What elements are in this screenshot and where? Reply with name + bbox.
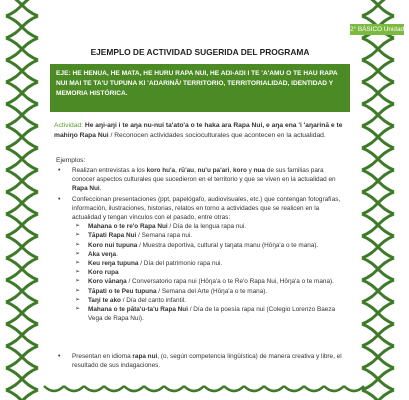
ejemplos-label: Ejemplos: bbox=[56, 157, 86, 164]
border-motif-dot bbox=[20, 69, 24, 73]
list-item: • Presentan en idioma rapa nui, (o, según competencia lingüística) de manera creativa y libre, el resultado de sus indagaciones. bbox=[58, 353, 342, 370]
arrow-bullet-icon: ➢ bbox=[75, 260, 81, 267]
border-motif bbox=[284, 386, 304, 391]
border-motif-dot bbox=[376, 91, 380, 95]
border-motif bbox=[104, 386, 124, 391]
activity-label: Actividad: bbox=[54, 122, 83, 129]
border-motif-dot bbox=[376, 113, 380, 117]
activity-description: / Reconocen actividades socioculturales que acontecen en la actualidad. bbox=[108, 131, 326, 139]
document-content bbox=[50, 0, 409, 380]
border-motif-dot bbox=[20, 3, 24, 7]
arrow-bullet-icon: ➢ bbox=[75, 278, 81, 285]
border-motif bbox=[144, 386, 164, 391]
sub-list-item: ➢ Koro nui tupuna / Muestra deportiva, cultural y taŋata manu (Hōŋa'a o te mana). bbox=[75, 241, 319, 249]
border-motif-dot bbox=[376, 135, 380, 139]
border-motif-dot bbox=[376, 157, 380, 161]
border-motif-dot bbox=[20, 135, 24, 139]
border-motif bbox=[84, 386, 104, 391]
border-motif bbox=[64, 386, 84, 391]
sub-list-item: ➢ Tāpati o te Peu tupuna / Semana del Arte (Hōŋa'a o te mana). bbox=[75, 287, 268, 295]
border-motif-dot bbox=[376, 377, 380, 381]
border-motif-dot bbox=[376, 47, 380, 51]
border-motif-dot bbox=[20, 333, 24, 337]
arrow-bullet-icon: ➢ bbox=[75, 306, 81, 313]
sub-list-item: ➢ Koro vānaŋa / Conversatorio rapa nui (Hōŋa'a o te Re'o Rapa Nui, Hōŋa'a o te mana). bbox=[75, 278, 334, 286]
border-motif-dot bbox=[376, 245, 380, 249]
border-motif bbox=[224, 386, 244, 391]
sub-list-item: ➢ Mahana o te re'o Rapa Nui / Día de la lengua rapa nui. bbox=[75, 223, 247, 231]
arrow-bullet-icon: ➢ bbox=[75, 269, 81, 276]
border-motif bbox=[324, 386, 344, 391]
border-motif-dot bbox=[20, 157, 24, 161]
sub-list-item: ➢ Mahana o te pāta'u-ta'u Rapa Nui / Día de la poesía rapa nui (Colegio Lorenzo Baeza Vega de Rapa Nui). bbox=[75, 306, 336, 323]
border-motif-dot bbox=[376, 201, 380, 205]
border-motif-dot bbox=[376, 267, 380, 271]
border-motif-dot bbox=[20, 25, 24, 29]
border-motif-dot bbox=[20, 113, 24, 117]
closing-list bbox=[56, 352, 348, 370]
sub-examples-list bbox=[72, 222, 348, 323]
border-motif-dot bbox=[20, 267, 24, 271]
border-motif bbox=[124, 386, 144, 391]
border-motif bbox=[264, 386, 284, 391]
sub-list-item: ➢ Keu reŋa tupuna / Día del patrimonio rapa nui. bbox=[75, 260, 223, 268]
border-motif-dot bbox=[20, 245, 24, 249]
border-motif-dot bbox=[20, 289, 24, 293]
border-motif bbox=[304, 386, 324, 391]
eje-box: EJE: HE HENUA, HE MATA, HE HURU RAPA NUI, HE AŊI-AŊI I TE 'A'AMU O TE HAU RAPA NUI MAI TE TA'U TUPUNA KI 'AŊARINĀ/ TERRITORIO, TERRITORIALIDAD, IDENTIDAD Y MEMORIA HISTÓRICA. bbox=[50, 64, 350, 112]
bullet-icon: • bbox=[58, 353, 61, 360]
sub-list-item: ➢ Taŋi te ako / Día del canto infantil. bbox=[75, 296, 186, 304]
border-motif-dot bbox=[376, 3, 380, 7]
activity-paragraph bbox=[54, 121, 348, 140]
bullet-icon: • bbox=[58, 195, 61, 203]
sub-list-item: ➢ Tāpati Rapa Nui / Semana rapa nui. bbox=[75, 232, 193, 240]
decorative-border-bottom bbox=[44, 382, 356, 400]
border-motif-dot bbox=[20, 355, 24, 359]
border-motif-dot bbox=[20, 377, 24, 381]
arrow-bullet-icon: ➢ bbox=[75, 250, 81, 257]
border-motif-dot bbox=[376, 289, 380, 293]
border-motif-dot bbox=[20, 179, 24, 183]
arrow-bullet-icon: ➢ bbox=[75, 223, 81, 230]
decorative-border-right bbox=[356, 0, 400, 400]
border-motif-dot bbox=[376, 311, 380, 315]
border-motif-dot bbox=[20, 311, 24, 315]
decorative-border-left bbox=[0, 0, 44, 400]
border-motif bbox=[44, 386, 64, 391]
bullet-icon: • bbox=[58, 167, 61, 174]
border-motif-dot bbox=[20, 47, 24, 51]
sub-list-item: ➢ Koro rupa bbox=[75, 269, 119, 277]
examples-list bbox=[56, 166, 348, 324]
sub-list-item: ➢ Aka veŋa. bbox=[75, 250, 118, 258]
border-motif-dot bbox=[376, 355, 380, 359]
border-motif-dot bbox=[20, 201, 24, 205]
border-motif bbox=[244, 386, 264, 391]
border-motif-dot bbox=[376, 179, 380, 183]
border-motif-dot bbox=[376, 69, 380, 73]
activity-title: He aŋi-aŋi i te aŋa nu-nui ta'ato'a o te haka ara Rapa Nui, e aŋa ena 'i 'aŋarinā e te mahiŋo Rapa Nui bbox=[54, 122, 343, 139]
border-motif-dot bbox=[376, 333, 380, 337]
unit-badge: 2° BÁSICO Unidad 2 bbox=[350, 26, 409, 33]
border-motif bbox=[164, 386, 184, 391]
border-motif-dot bbox=[20, 91, 24, 95]
arrow-bullet-icon: ➢ bbox=[75, 241, 81, 248]
border-motif bbox=[184, 386, 204, 391]
list-item: • Confeccionan presentaciones (ppt, papelógafo, audiovisuales, etc.) que contengan fotografías, información, ilustraciones, historias, relatos en torno a actividades que se realicen en la actualidad y tengan vínculos con el pasado, entre otras: ➢ Mahana o te re'o Rapa Nui / Día de la lengua rapa nui. ➢ Tāpati Rapa Nui / Semana rapa nui. ➢ Koro nui tupuna / Muestra deportiva, cultural y taŋata manu (Hōŋa'a o te mana). ➢ Aka veŋa. ➢ Keu reŋa tupuna / Día del patrimonio rapa nui. ➢ Koro rupa ➢ Koro vānaŋa / Conversatorio rapa nui (Hōŋa'a o te Re'o Rapa Nui, Hōŋa'a o te mana). ➢ Tāpati o te Peu tupuna / Semana del Arte (Hōŋa'a o te mana). ➢ Taŋi te ako / Día del canto infantil. ➢ Mahana o te pāta'u-ta'u Rapa Nui / Día de la poesía rapa nui (Colegio Lorenzo Baeza Vega de Rapa Nui). bbox=[56, 195, 348, 324]
arrow-bullet-icon: ➢ bbox=[75, 287, 81, 294]
border-motif-dot bbox=[376, 223, 380, 227]
arrow-bullet-icon: ➢ bbox=[75, 296, 81, 303]
border-motif bbox=[204, 386, 224, 391]
list-item: • Realizan entrevistas a los koro hu'a, rū'au, nu'u pa'ari, koro y nua de sus familias para conocer aspectos culturales que sucedieron en el territorio y que se viven en la actualidad en Rapa Nui. bbox=[58, 167, 336, 193]
arrow-bullet-icon: ➢ bbox=[75, 232, 81, 239]
border-motif-dot bbox=[20, 223, 24, 227]
page-title: EJEMPLO DE ACTIVIDAD SUGERIDA DEL PROGRAMA bbox=[90, 47, 310, 57]
